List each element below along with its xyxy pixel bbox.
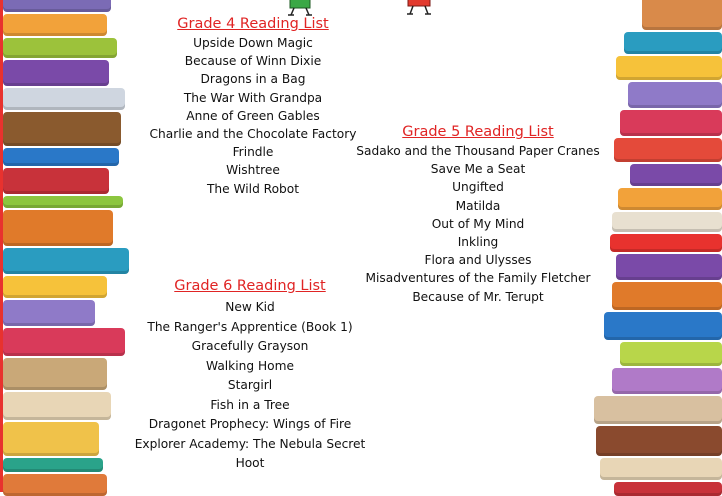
book-spine — [610, 234, 722, 252]
list-item: Sadako and the Thousand Paper Cranes — [356, 144, 600, 158]
list-item: Matilda — [455, 198, 501, 213]
book-list — [346, 142, 610, 306]
left-book-stack — [3, 0, 131, 492]
book-spine — [3, 38, 117, 58]
book-spine — [3, 60, 109, 86]
list-item: Out of My Mind — [431, 216, 525, 231]
book-spine — [612, 282, 722, 310]
book-spine — [3, 248, 129, 274]
list-item: Explorer Academy: The Nebula Secret — [134, 436, 366, 451]
book-spine — [3, 112, 121, 146]
list-item: Because of Mr. Terupt — [412, 289, 544, 304]
list-item: Misadventures of the Family Fletcher — [365, 271, 591, 286]
book-spine — [612, 368, 722, 394]
list-item: Anne of Green Gables — [186, 108, 320, 123]
list-item: Flora and Ulysses — [424, 253, 532, 268]
book-spine — [614, 482, 722, 496]
list-item: Charlie and the Chocolate Factory — [149, 127, 357, 142]
list-item: Save Me a Seat — [430, 162, 526, 177]
grade-4-reading-list — [128, 14, 378, 198]
book-spine — [3, 196, 123, 208]
list-item: The Wild Robot — [206, 181, 300, 196]
book-spine — [616, 254, 722, 280]
book-spine — [3, 276, 107, 298]
book-spine — [3, 458, 103, 472]
book-spine — [596, 426, 722, 456]
book-spine — [616, 56, 722, 80]
list-title: Grade 5 Reading List — [402, 124, 554, 140]
book-spine — [620, 110, 722, 136]
book-list — [122, 298, 378, 474]
book-spine — [624, 32, 722, 54]
book-list — [128, 34, 378, 198]
book-spine — [620, 342, 722, 366]
book-spine — [3, 210, 113, 246]
book-character-red-icon — [402, 0, 436, 18]
book-spine — [3, 392, 111, 420]
right-book-stack — [594, 0, 722, 492]
book-spine — [642, 0, 722, 30]
grade-6-reading-list — [122, 276, 378, 474]
book-spine — [3, 88, 125, 110]
book-spine — [3, 358, 107, 390]
list-title: Grade 4 Reading List — [177, 16, 329, 32]
grade-5-reading-list — [346, 122, 610, 306]
list-item: Dragons in a Bag — [200, 72, 306, 87]
book-spine — [594, 396, 722, 424]
book-spine — [612, 212, 722, 232]
list-item: Ungifted — [452, 180, 504, 195]
list-item: Inkling — [457, 235, 499, 250]
book-spine — [3, 168, 109, 194]
list-item: The Ranger's Apprentice (Book 1) — [147, 319, 353, 334]
book-spine — [3, 148, 119, 166]
list-item: Fish in a Tree — [210, 397, 290, 412]
list-item: Upside Down Magic — [193, 36, 313, 50]
book-spine — [614, 138, 722, 162]
book-spine — [3, 0, 111, 12]
list-item: Hoot — [235, 456, 265, 470]
book-spine — [3, 422, 99, 456]
list-item: Gracefully Grayson — [191, 339, 309, 353]
list-item: Wishtree — [226, 163, 280, 178]
book-spine — [3, 300, 95, 326]
book-spine — [628, 82, 722, 108]
book-spine — [3, 14, 107, 36]
list-item: Dragonet Prophecy: Wings of Fire — [148, 417, 352, 431]
list-item: Walking Home — [206, 358, 294, 373]
book-spine — [618, 188, 722, 210]
list-item: Frindle — [232, 145, 274, 160]
book-spine — [600, 458, 722, 480]
list-item: Stargirl — [227, 378, 273, 392]
list-item: New Kid — [225, 300, 275, 314]
list-item: Because of Winn Dixie — [184, 54, 322, 69]
book-spine — [604, 312, 722, 340]
list-item: The War With Grandpa — [183, 90, 323, 105]
book-spine — [630, 164, 722, 186]
list-title: Grade 6 Reading List — [174, 278, 326, 294]
book-spine — [3, 474, 107, 496]
book-spine — [3, 328, 125, 356]
